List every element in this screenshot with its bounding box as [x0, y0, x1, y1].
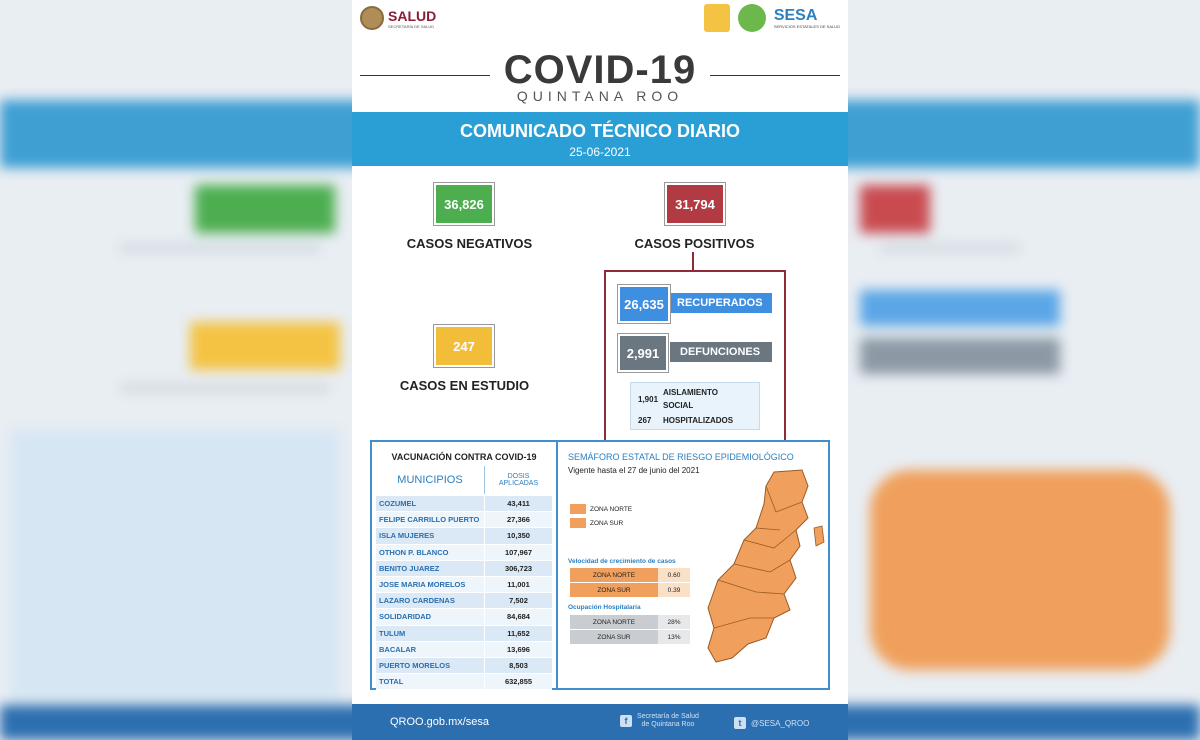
positive-cases-label: CASOS POSITIVOS [634, 236, 755, 251]
table-row [376, 528, 552, 544]
table-row: ZONA SUR 0.39 [570, 583, 690, 597]
negative-cases-label: CASOS NEGATIVOS [406, 236, 533, 251]
dosis-cell: 43,411 [484, 496, 552, 511]
dosis-cell: 27,366 [484, 512, 552, 527]
positive-cases-value: 31,794 [665, 183, 725, 225]
municipio-cell: ISLA MUJERES [379, 531, 435, 541]
salud-logo: SALUD SECRETARÍA DE SALUD [360, 6, 436, 30]
municipio-cell: BENITO JUAREZ [379, 563, 440, 573]
communique-banner: COMUNICADO TÉCNICO DIARIO 25-06-2021 [352, 112, 848, 166]
deaths-label: DEFUNCIONES [670, 342, 772, 362]
municipio-cell: BACALAR [379, 644, 417, 654]
quintana-roo-map [704, 468, 828, 664]
sesa-logo: SESA SERVICIOS ESTATALES DE SALUD [773, 6, 840, 29]
covid-report-poster [352, 0, 848, 740]
dosis-cell: 11,001 [484, 577, 552, 592]
legend-item: ZONA SUR [570, 518, 623, 528]
title-block [352, 50, 848, 106]
dosis-cell: 8,503 [484, 658, 552, 673]
dosis-cell: 107,967 [484, 545, 552, 560]
hospital-table-title: Ocupación Hospitalaria [568, 604, 641, 611]
twitter-link[interactable]: t @SESA_QROO [734, 717, 809, 729]
negative-cases-value: 36,826 [434, 183, 494, 225]
dosis-cell: 306,723 [484, 561, 552, 576]
legend-swatch [570, 518, 586, 528]
quintana-roo-logo-icon [704, 4, 730, 32]
dosis-cell: 11,652 [484, 626, 552, 641]
municipio-cell: LAZARO CARDENAS [379, 596, 455, 606]
municipio-cell: FELIPE CARRILLO PUERTO [379, 515, 480, 525]
growth-table-title: Velocidad de crecimiento de casos [568, 558, 676, 565]
municipio-cell: TOTAL [379, 677, 404, 687]
recovered-value: 26,635 [618, 285, 670, 323]
table-row [376, 674, 552, 690]
municipio-cell: JOSE MARIA MORELOS [379, 580, 466, 590]
footer-url-link[interactable]: QROO.gob.mx/sesa [390, 716, 490, 728]
facebook-link[interactable]: f Secretaría de Salud de Quintana Roo [620, 713, 699, 729]
footer [352, 704, 848, 740]
municipio-cell: TULUM [379, 628, 406, 638]
vaccination-table-header: MUNICIPIOS DOSIS APLICADAS [376, 466, 552, 494]
recovered-label: RECUPERADOS [667, 293, 772, 313]
dosis-cell: 13,696 [484, 642, 552, 657]
table-row: ZONA SUR 13% [570, 630, 690, 644]
vaccination-title: VACUNACIÓN CONTRA COVID-19 [391, 452, 537, 462]
deaths-value: 2,991 [618, 334, 668, 372]
table-row [376, 496, 552, 512]
dosis-cell: 632,855 [484, 674, 552, 689]
table-row [376, 561, 552, 577]
page-subtitle: QUINTANA ROO [516, 88, 684, 104]
semaforo-section [562, 442, 828, 688]
isolation-hospital-box: 1,901 AISLAMIENTO SOCIAL 267 HOSPITALIZADOS [630, 382, 760, 430]
municipio-cell: OTHON P. BLANCO [379, 547, 449, 557]
legend-swatch [570, 504, 586, 514]
semaforo-subtitle: Vigente hasta el 27 de junio del 2021 [568, 466, 700, 475]
municipio-cell: COZUMEL [379, 499, 417, 509]
table-row [376, 512, 552, 528]
connector-line [692, 252, 694, 270]
municipio-cell: PUERTO MORELOS [379, 660, 451, 670]
facebook-icon: f [620, 715, 632, 727]
table-row [376, 658, 552, 674]
bottom-panel [370, 440, 830, 690]
tree-logo-icon [738, 4, 766, 32]
table-row [376, 609, 552, 625]
table-row: ZONA NORTE 28% [570, 615, 690, 629]
semaforo-title: SEMÁFORO ESTATAL DE RIESGO EPIDEMIOLÓGICO [568, 452, 794, 462]
twitter-icon: t [734, 717, 746, 729]
table-row [376, 545, 552, 561]
study-cases-value: 247 [434, 325, 494, 367]
municipio-cell: SOLIDARIDAD [379, 612, 432, 622]
dosis-cell: 10,350 [484, 528, 552, 543]
vaccination-table [372, 442, 558, 688]
table-row [376, 626, 552, 642]
table-row [376, 642, 552, 658]
legend-item: ZONA NORTE [570, 504, 632, 514]
page-title: COVID-19 [503, 48, 697, 92]
vaccination-rows [376, 496, 552, 690]
table-row: ZONA NORTE 0.60 [570, 568, 690, 582]
dosis-cell: 7,502 [484, 593, 552, 608]
mexico-seal-icon [360, 6, 384, 30]
study-cases-label: CASOS EN ESTUDIO [399, 378, 530, 393]
table-row [376, 577, 552, 593]
header-logos [352, 0, 848, 40]
table-row [376, 593, 552, 609]
dosis-cell: 84,684 [484, 609, 552, 624]
